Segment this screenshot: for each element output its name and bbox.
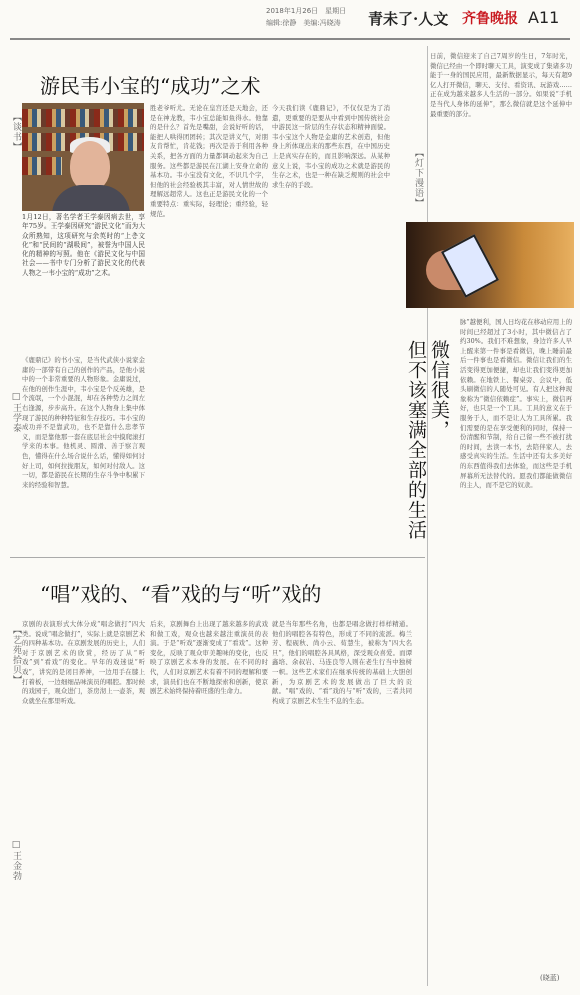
section-title: 青未了·人文 (368, 10, 449, 28)
editor-line: 编辑:徐静 美编:冯晓涛 (266, 19, 341, 27)
author-photo (22, 103, 144, 211)
article3-headline (404, 340, 450, 540)
header-divider (10, 38, 570, 40)
article3-headline-line-2: 但不该塞满全部的生活 (405, 340, 427, 540)
phone-photo (406, 222, 574, 308)
article2-column-2: 后来，京剧舞台上出现了越来越多的武戏和做工戏，观众也越来越注重演员的表演。于是“听戏”逐渐变成了“看戏”。这种变化，反映了观众审美趣味的变化，也反映了京剧艺术本身的发展。在不同的时代，人们对京剧艺术有着不同的理解和要求，演员们也在不断地探索和创新，使京剧艺术始终保持着旺盛的生命力。 (150, 620, 268, 696)
article1-column-1: 《鹿鼎记》的书小宝，是当代武侠小说家金庸的一部带有自己的创作的产品，是他小说中的一个非常重要的人物形象。金庸说过，在他的创作生涯中，韦小宝是个反英雄，是个流氓，一个小混混，却在各种势力之间左右逢源，步步高升。在这个人物身上集中体现了游民的种种特征和生存技巧。韦小宝的成功并不是靠武功，也不是靠什么忠孝节义，而是靠他那一套在底层社会中摸爬滚打学来的本事。他机灵、圆滑、善于察言观色，懂得在什么场合说什么话，懂得如何讨好上司，如何拉拢朋友，如何对付敌人。这一切，都是游民在长期的生存斗争中积累下来的经验和智慧。 (22, 356, 145, 489)
article2-byline: □王金勃 (11, 840, 21, 881)
issue-date: 2018年1月26日 星期日 (266, 7, 347, 15)
page-number: A11 (528, 8, 560, 27)
article2-headline: “唱”戏的、“看”戏的与“听”戏的 (40, 582, 322, 606)
article2-column-1: 京剧的表演形式大体分成“唱念做打”四大类。说成“唱念做打”，实际上就是京剧艺术的四种基本功。在京剧发展的历史上，人们对于京剧艺术的欣赏，经历了从“听戏”到“看戏”的变化。早年的戏迷说“听戏”，讲究的是闭目养神，一边用手在膝上打着板，一边细细品味演员的唱腔。那时候的戏园子，观众进门，茶房沏上一壶茶，观众就坐在那里听戏。 (22, 620, 145, 705)
article3-body: 脉”越便利，国人日均花在移动应用上的时间已经超过了3小时，其中微信占了约30%。我们不难想象，身边许多人早上醒来第一件事是看微信，晚上睡前最后一件事也是看微信。微信让我们的生活变得更加便捷，却也让我们变得更加依赖。在地铁上、餐桌旁、会议中，低头刷微信的人随处可见。有人把这种现象称为“微信依赖症”。事实上，微信再好，也只是一个工具。工具的意义在于服务于人，而不是让人为工具所累。我们需要的是在享受便利的同时，保持一份清醒和节制，给自己留一些不被打扰的时间，去读一本书，去陪伴家人，去感受真实的生活。生活中还有太多美好的东西值得我们去体验，而这些是手机屏幕所无法替代的。愿我们都能做微信的主人，而不是它的奴隶。 (460, 318, 572, 490)
article2-tag: 【艺苑拾贝】 (11, 625, 21, 685)
article3-headline-line-1: 微信很美， (428, 340, 450, 440)
article1-headline: 游民韦小宝的“成功”之术 (40, 74, 261, 98)
article-divider (10, 557, 425, 558)
newspaper-logo: 齐鲁晚报 (462, 11, 518, 27)
article2-column-3: 就是当年那些名角，也都是唱念做打样样精通。他们的唱腔各有特色，形成了不同的流派。梅兰芳、程砚秋、尚小云、荀慧生，被称为“四大名旦”，他们的唱腔各具风格，深受观众喜爱。而谭鑫培、余叔岩、马连良等人则在老生行当中独树一帜。这些艺术家们在继承传统的基础上大胆创新，为京剧艺术的发展做出了巨大的贡献。“唱”戏的、“看”戏的与“听”戏的，三者共同构成了京剧艺术生生不息的生态。 (272, 620, 412, 705)
article3-intro: 日前，微信迎来了自己7周岁的生日，7年时光，微信已经由一个即时聊天工具，演变成了集诸多功能于一身的国民应用，最新数据显示，每天有超9亿人打开微信，聊天、支付、看资讯、玩游戏……正在成为越来越多人生活的一部分。如果说“手机是当代人身体的延伸”，那么微信就是这个延伸中最重要的部分。 (430, 52, 572, 118)
article3-signature: (晓蓝) (540, 974, 560, 982)
article1-byline: □王学泰 (11, 392, 21, 433)
photo-caption: 1月12日，著名学者王学泰因病去世，享年75岁。王学泰因研究“游民文化”而为大众所熟知，这项研究与余英时的“上층文化”和“民间的“湖吸间”，被誉为中国人民化的精神的写照。他在《游民文化与中国社会——书中专门分析了游民文化的代表人物之一韦小宝的“成功”之术。 (22, 213, 145, 277)
article1-column-2: 胜老爷听尤。无论在皇宫还是天地会，还是在神龙教，韦小宝总能如鱼得水。他靠的是什么？首先是嘴甜，会说好听的话，能把人哄得团团转；其次是讲义气，对朋友肯帮忙，肯花钱；再次是善于利用各种关系，把各方面的力量都调动起来为自己服务。这些都是游民在江湖上安身立命的基本功。韦小宝没有文化，不识几个字，但他的社会经验极其丰富，对人情世故的理解远超常人。这也正是游民文化的一个重要特点：重实际，轻理论；重经验，轻规范。 (150, 104, 268, 218)
article1-tag: 【谈书】 (11, 112, 21, 152)
article1-column-3: 今天我们读《鹿鼎记》，不仅仅是为了消遣，更重要的是要从中看到中国传统社会中游民这一阶层的生存状态和精神面貌。韦小宝这个人物是金庸的艺术创造，但他身上所体现出来的那些东西，在中国历史上是真实存在的，而且影响深远。从某种意义上说，韦小宝的成功之术就是游民的生存之术，也是一种在缺乏规则的社会中求生存的手段。 (272, 104, 390, 189)
masthead (0, 0, 580, 42)
article3-tag: 【灯下漫语】 (413, 148, 423, 208)
